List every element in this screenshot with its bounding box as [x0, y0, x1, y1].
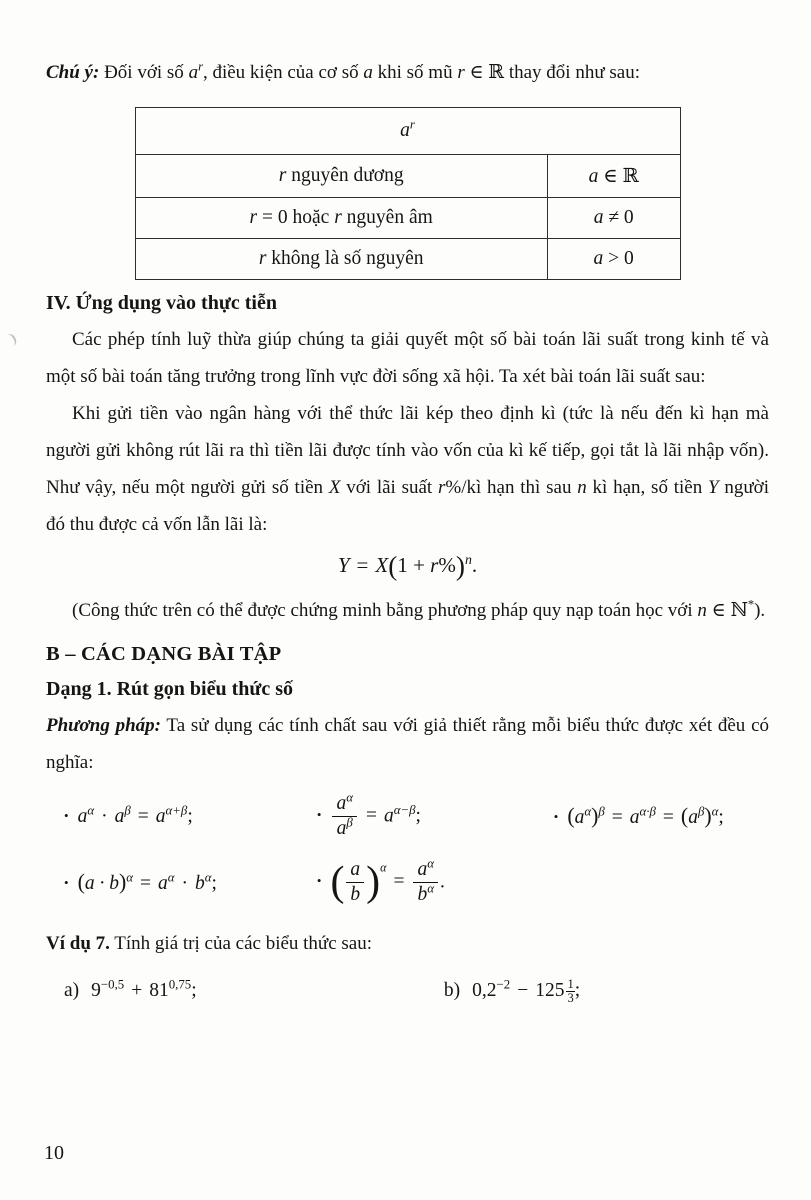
- var-b: b: [350, 884, 361, 906]
- text-segment: ∈ ℕ: [706, 600, 748, 621]
- example-label: Ví dụ 7.: [46, 932, 110, 954]
- exponent: −2: [496, 977, 511, 992]
- right-paren: ): [455, 551, 465, 581]
- dot-operator: ·: [181, 873, 188, 895]
- percent-sign: %: [438, 553, 456, 577]
- right-paren: ): [704, 804, 712, 829]
- example-heading: [46, 925, 769, 962]
- text-segment: ).: [754, 600, 766, 621]
- var-a: a: [363, 62, 373, 83]
- text-segment: thay đổi như sau:: [508, 62, 640, 83]
- text-segment: khi số mũ: [372, 62, 458, 83]
- note-paragraph: [46, 54, 769, 91]
- text-segment: người đó thu được cả vốn lẫn lãi là:: [46, 477, 769, 535]
- bullet-icon: •: [316, 807, 322, 823]
- star-superscript: *: [747, 597, 755, 612]
- text-segment: kì hạn, số tiền: [586, 477, 708, 498]
- var-a: a: [588, 166, 599, 187]
- equals-sign: =: [140, 873, 151, 895]
- fraction-denominator: [337, 817, 353, 840]
- bullet-icon: •: [316, 873, 322, 889]
- text-segment: nguyên dương: [286, 165, 404, 186]
- var-a: a: [77, 805, 88, 827]
- properties-row-2: [64, 856, 769, 907]
- var-r: r: [278, 165, 287, 186]
- exponent: α: [427, 856, 434, 871]
- exponent: β: [346, 815, 353, 830]
- var-a: a: [629, 807, 640, 829]
- var-a: a: [188, 62, 199, 83]
- text-segment: .: [439, 871, 445, 893]
- var-b: b: [417, 884, 428, 906]
- exponent: −0,5: [100, 977, 125, 992]
- var-r: r: [457, 62, 465, 83]
- left-paren: (: [680, 804, 689, 829]
- method-paragraph: [46, 707, 769, 781]
- var-a: a: [593, 207, 604, 228]
- exponent-fraction: [566, 978, 574, 1007]
- section-heading-iv: IV. Ứng dụng vào thực tiễn: [46, 292, 277, 314]
- row-value-cell: [547, 155, 680, 198]
- expression-b: [444, 978, 580, 1007]
- var-r: r: [249, 207, 258, 228]
- var-b: b: [195, 873, 205, 895]
- exponent: β: [124, 803, 131, 818]
- text-segment: ;: [718, 807, 724, 829]
- exponent: β: [598, 804, 605, 819]
- text-segment: 1 +: [397, 553, 431, 577]
- var-X: X: [375, 553, 389, 577]
- fraction: [346, 859, 364, 907]
- fraction: [413, 856, 438, 907]
- item-label-b: b): [443, 979, 461, 1001]
- equals-sign: =: [393, 871, 405, 893]
- exponent: α: [167, 870, 175, 885]
- properties-row-1: [64, 790, 769, 841]
- text-segment: ∈ ℝ: [464, 62, 509, 83]
- page-number: 10: [44, 1142, 64, 1164]
- var-a: a: [336, 818, 347, 840]
- var-Y: Y: [337, 553, 350, 577]
- right-paren: ): [118, 870, 127, 895]
- var-X: X: [328, 477, 341, 498]
- exponent: 0,75: [168, 977, 192, 992]
- text-segment: ;: [415, 805, 421, 827]
- text-segment: ;: [191, 979, 197, 1001]
- property-product-powers: [64, 803, 312, 828]
- property-power-of-power: [554, 804, 724, 829]
- item-label-a: a): [64, 979, 80, 1001]
- text-segment: (Công thức trên có thể được chứng minh bằng phương pháp quy nạp toán học với: [72, 600, 698, 621]
- text-segment: ;: [574, 979, 581, 1001]
- equals-sign: =: [662, 807, 674, 829]
- text-segment: .: [471, 553, 478, 577]
- var-a: a: [593, 248, 604, 269]
- text-segment: Ta sử dụng các tính chất sau với giả thiết rằng mỗi biểu thức được xét đều có nghĩa:: [46, 715, 770, 773]
- left-paren: (: [330, 858, 345, 905]
- row-condition-cell: [135, 239, 547, 280]
- base-number: 81: [149, 979, 169, 1001]
- base-number: 125: [535, 979, 565, 1001]
- var-r: r: [334, 207, 342, 228]
- exponent: α−β: [393, 802, 416, 817]
- dot-operator: ·: [101, 805, 108, 827]
- exponent: β: [697, 804, 705, 819]
- fraction-numerator: [346, 859, 364, 883]
- exponent: α·β: [639, 804, 656, 819]
- text-segment: ∈ ℝ: [598, 166, 639, 187]
- base-number: 0,2: [472, 979, 497, 1001]
- left-paren: (: [567, 804, 575, 829]
- table-row: [135, 198, 680, 239]
- var-a: a: [336, 793, 347, 814]
- text-segment: ;: [211, 873, 217, 895]
- exponent-condition-table: [135, 107, 681, 280]
- var-Y: Y: [708, 477, 719, 498]
- var-a: a: [417, 858, 428, 880]
- heading-dang-1: Dạng 1. Rút gọn biểu thức số: [46, 678, 294, 700]
- section-heading-b: B – CÁC DẠNG BÀI TẬP: [46, 643, 282, 665]
- exponent-r: r: [198, 59, 203, 74]
- text-segment: không là số nguyên: [266, 248, 424, 269]
- var-a: a: [688, 807, 698, 829]
- table-header-row: [135, 108, 680, 155]
- paragraph-induction-note: [46, 592, 769, 629]
- properties-list: [46, 790, 769, 907]
- left-paren: (: [77, 870, 85, 895]
- var-a: a: [400, 120, 410, 141]
- fraction-numerator: 1: [567, 976, 574, 991]
- text-segment: ;: [187, 805, 193, 827]
- table-row: [135, 239, 680, 280]
- row-condition-cell: [135, 155, 547, 198]
- row-condition-cell: [135, 198, 547, 239]
- exponent: α: [346, 790, 353, 805]
- paragraph-applications: Các phép tính luỹ thừa giúp chúng ta giải quyết một số bài toán lãi suất trong kinh tế và một số bài toán tăng trưởng trong lĩnh vực đời sống xã hội. Ta xét bài toán lãi suất sau:: [46, 329, 769, 387]
- left-paren: (: [388, 551, 398, 581]
- var-r: r: [430, 553, 439, 577]
- fraction-denominator: 3: [567, 991, 574, 1006]
- fraction-numerator: [332, 790, 357, 817]
- example-items: [46, 978, 769, 1007]
- exponent-r: r: [409, 117, 415, 132]
- text-segment: %/kì hạn thì sau: [445, 477, 578, 498]
- bullet-icon: •: [64, 875, 69, 891]
- exponent: α: [204, 870, 212, 885]
- plus-sign: +: [131, 979, 143, 1001]
- text-segment: , điều kiện của cơ số: [202, 62, 364, 83]
- table-header-cell: [135, 108, 680, 155]
- exponent-n: n: [464, 552, 472, 567]
- exponent: α: [87, 803, 95, 818]
- table-row: [135, 155, 680, 198]
- var-r: r: [258, 248, 267, 269]
- fraction: [332, 790, 357, 841]
- property-power-of-product: [64, 870, 312, 895]
- fraction-numerator: [413, 856, 438, 883]
- var-a: a: [574, 807, 585, 829]
- var-r: r: [437, 477, 446, 498]
- product-a-b: a · b: [84, 873, 119, 895]
- text-segment: Đối với số: [99, 62, 189, 83]
- var-a: a: [350, 858, 361, 880]
- bullet-icon: •: [64, 807, 69, 823]
- text-segment: Tính giá trị của các biểu thức sau:: [109, 932, 373, 954]
- row-value-cell: [547, 198, 680, 239]
- row-value-cell: [547, 239, 680, 280]
- fraction-denominator: [350, 883, 360, 906]
- exponent: α: [427, 881, 434, 896]
- expression-a: [64, 977, 439, 1002]
- property-quotient-powers: [316, 790, 549, 841]
- var-a: a: [383, 805, 394, 827]
- paragraph-compound-interest: [46, 395, 769, 543]
- text-segment: ≠ 0: [603, 207, 634, 228]
- text-segment: với lãi suất: [340, 477, 438, 498]
- exponent: α+β: [165, 803, 188, 818]
- property-power-of-quotient: [316, 856, 445, 907]
- bullet-icon: •: [553, 809, 559, 825]
- base-number: 9: [91, 979, 101, 1001]
- compound-interest-formula: [46, 551, 769, 582]
- var-n: n: [577, 477, 587, 498]
- equals-sign: =: [137, 805, 149, 827]
- exponent: α: [584, 804, 592, 819]
- exponent: α: [380, 860, 387, 875]
- fraction-denominator: [417, 883, 434, 906]
- minus-sign: −: [517, 979, 529, 1001]
- equals-sign: =: [356, 553, 369, 577]
- text-segment: nguyên âm: [341, 207, 433, 228]
- var-n: n: [697, 600, 707, 621]
- var-a: a: [158, 873, 168, 895]
- method-label: Phương pháp:: [46, 715, 161, 736]
- text-segment: = 0 hoặc: [257, 207, 335, 228]
- var-a: a: [155, 805, 166, 827]
- right-paren: ): [366, 858, 381, 905]
- text-segment: Khi gửi tiền vào ngân hàng với thể thức lãi kép theo định kì (tức là nếu đến kì hạn mà người gửi không rút lãi ra thì tiền lãi được tính vào vốn của kì kế tiếp, gọi tắt là lãi nhập vốn). Như vậy, nếu một người gửi số tiền: [46, 403, 769, 498]
- equals-sign: =: [611, 807, 623, 829]
- text-segment: > 0: [603, 248, 634, 269]
- right-paren: ): [591, 804, 599, 829]
- var-a: a: [114, 805, 125, 827]
- equals-sign: =: [365, 805, 377, 827]
- exponent: α: [126, 870, 133, 885]
- note-label: Chú ý:: [46, 62, 100, 83]
- exponent: α: [711, 804, 719, 819]
